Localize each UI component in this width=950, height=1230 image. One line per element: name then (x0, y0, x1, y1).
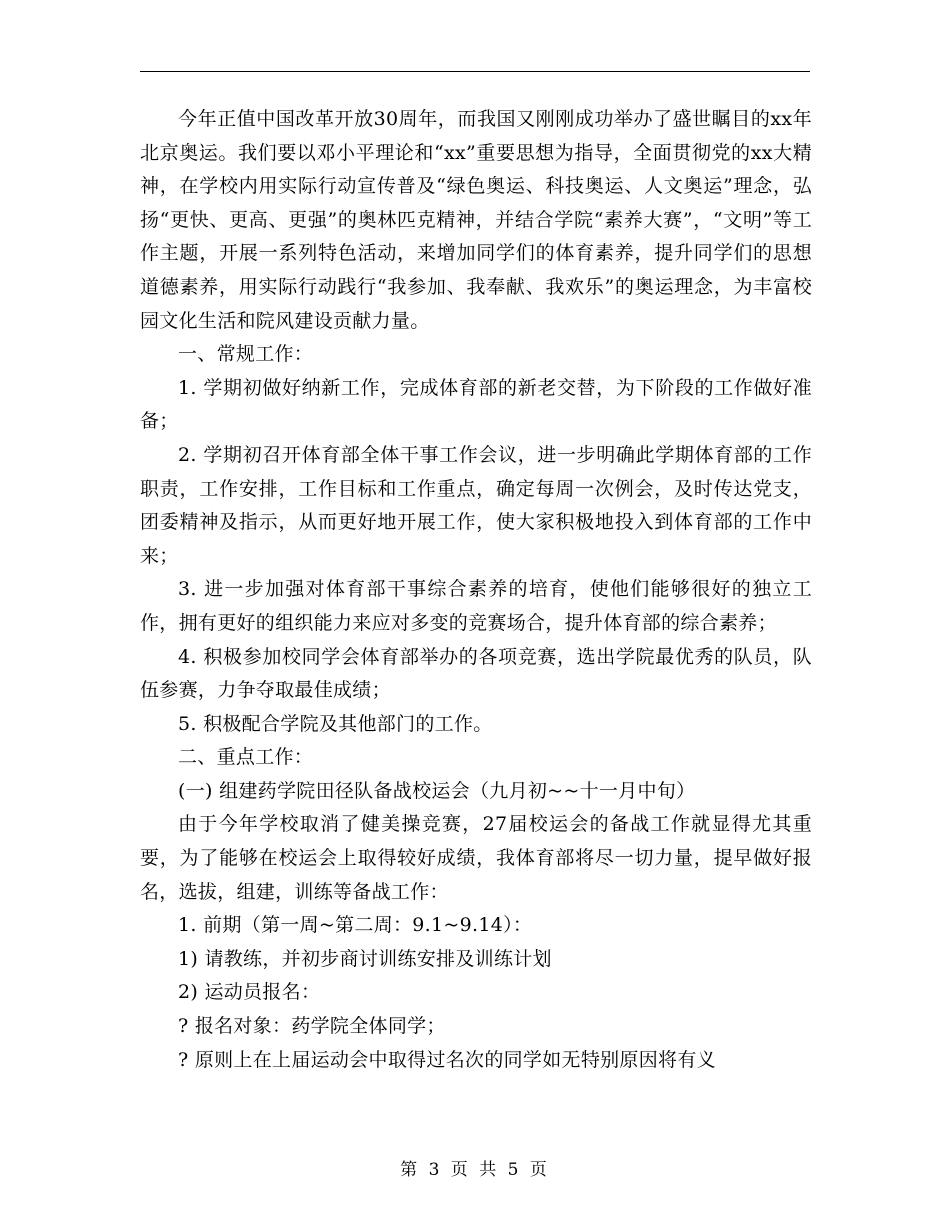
bullet-item-2: ? 原则上在上届运动会中取得过名次的同学如无特别原因将有义 (178, 1048, 716, 1071)
track-team-paragraph: 由于今年学校取消了健美操竞赛，27届校运会的备战工作就显得尤其重要，为了能够在校运会上取得较好成绩，我体育部将尽一切力量，提早做好报名，选拔，组建，训练等备战工作： (140, 813, 812, 903)
section-heading-routine: 一、常规工作： (178, 343, 314, 366)
document-body (140, 103, 812, 1077)
phase-heading-early: 1. 前期（第一周~第二周：9.1~9.14）： (178, 914, 533, 937)
routine-item-1: 1. 学期初做好纳新工作，完成体育部的新老交替，为下阶段的工作做好准备； (140, 376, 812, 433)
bullet-item-1: ? 报名对象：药学院全体同学； (178, 1015, 446, 1038)
header-rule (140, 71, 810, 72)
intro-paragraph: 今年正值中国改革开放30周年，而我国又刚刚成功举办了盛世瞩目的xx年北京奥运。我们要以邓小平理论和“xx”重要思想为指导，全面贯彻党的xx大精神，在学校内用实际行动宣传普及“绿色奥运、科技奥运、人文奥运”理念，弘扬“更快、更高、更强”的奥林匹克精神，并结合学院“素养大赛”，“文明”等工作主题，开展一系列特色活动，来增加同学们的体育素养，提升同学们的思想道德素养，用实际行动践行“我参加、我奉献、我欢乐”的奥运理念，为丰富校园文化生活和院风建设贡献力量。 (140, 108, 812, 332)
routine-item-4: 4. 积极参加校同学会体育部举办的各项竞赛，选出学院最优秀的队员，队伍参赛，力争夺取最佳成绩； (140, 645, 812, 702)
section-heading-key: 二、重点工作： (178, 746, 314, 769)
subsection-heading-track-team: (一) 组建药学院田径队备战校运会（九月初~~十一月中旬） (178, 779, 696, 802)
routine-item-3: 3. 进一步加强对体育部干事综合素养的培育，使他们能够很好的独立工作，拥有更好的组织能力来应对多变的竞赛场合，提升体育部的综合素养； (140, 578, 812, 634)
routine-item-2: 2. 学期初召开体育部全体干事工作会议，进一步明确此学期体育部的工作职责，工作安排，工作目标和工作重点，确定每周一次例会，及时传达党支，团委精神及指示，从而更好地开展工作，使大家积极地投入到体育部的工作中来； (140, 443, 812, 567)
phase-step-2: 2) 运动员报名： (178, 981, 321, 1004)
routine-item-5: 5. 积极配合学院及其他部门的工作。 (178, 712, 493, 735)
phase-step-1: 1) 请教练，并初步商讨训练安排及训练计划 (178, 947, 552, 970)
page-footer: 第 3 页 共 5 页 (400, 1160, 550, 1180)
